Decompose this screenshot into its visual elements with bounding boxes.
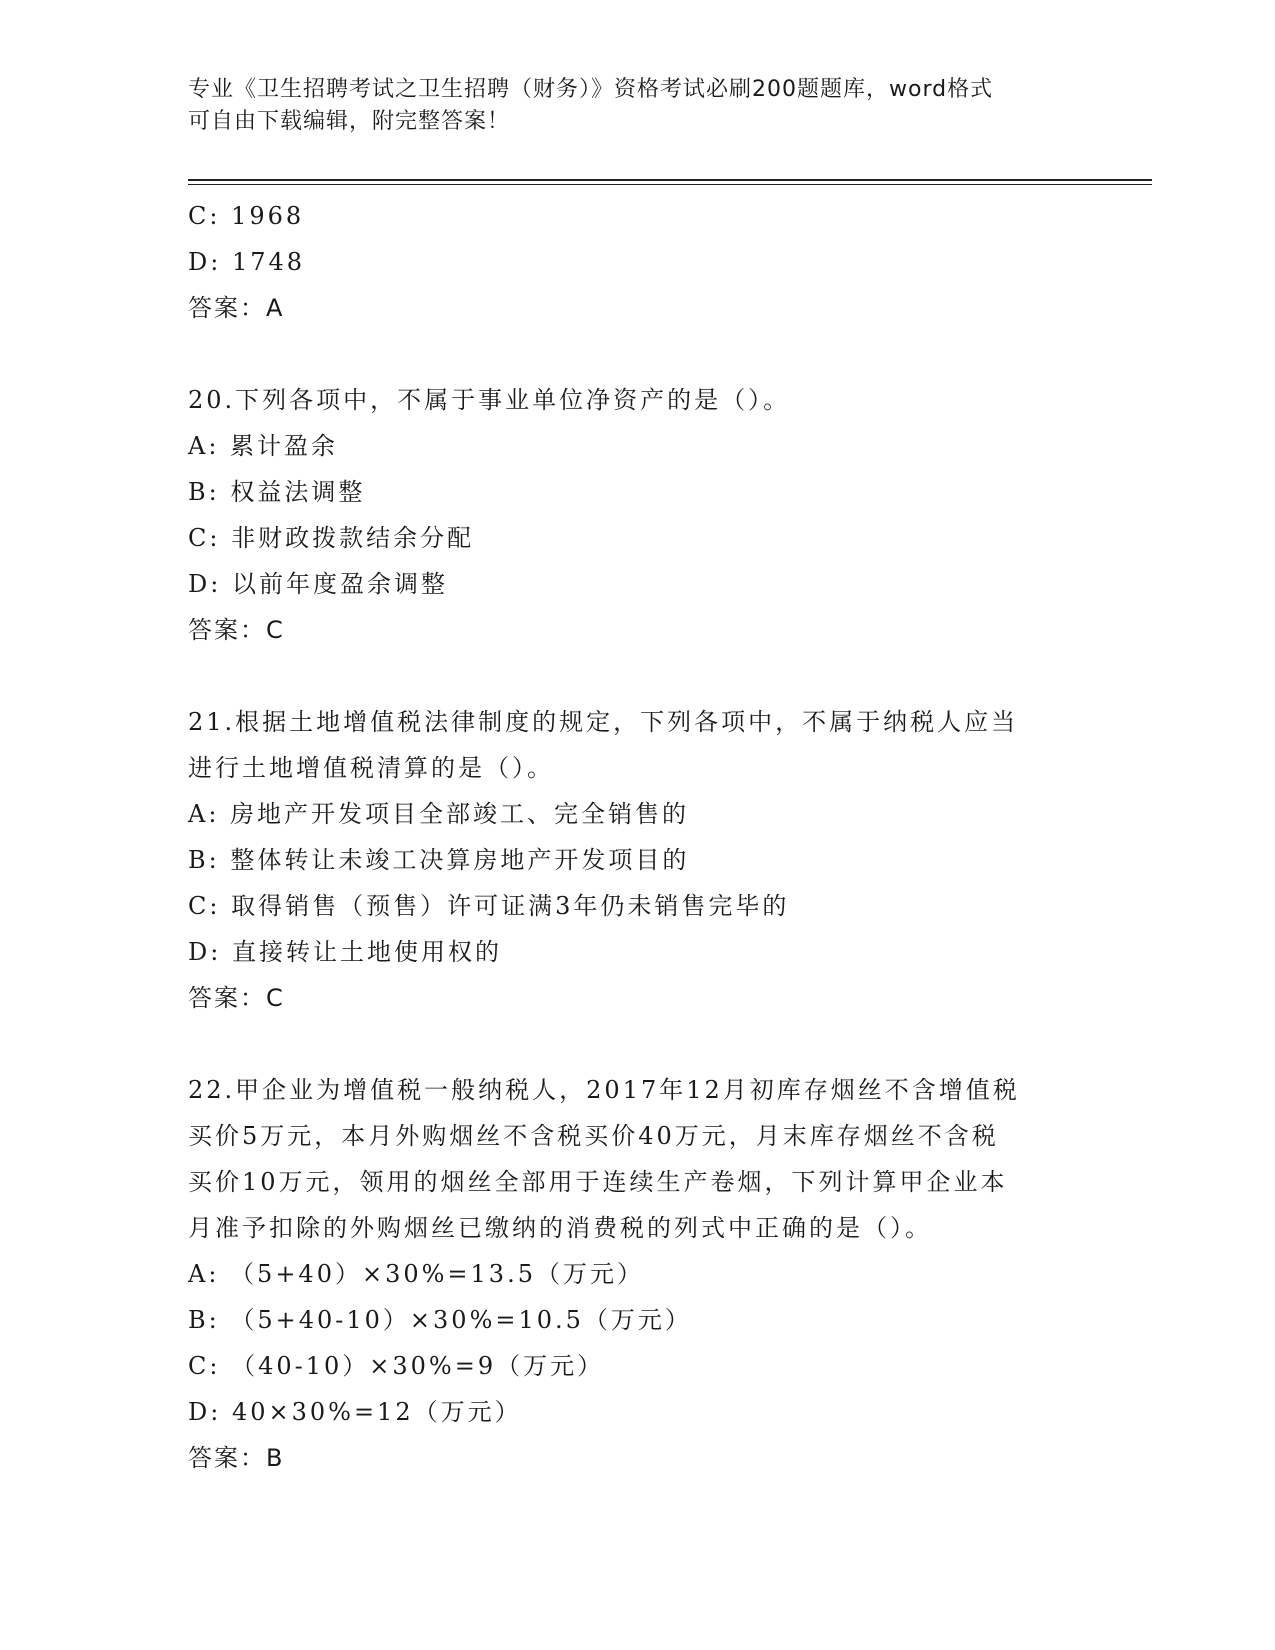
header-title-line-1: 专业《卫生招聘考试之卫生招聘（财务）》资格考试必刷200题题库，word格式 xyxy=(188,77,994,102)
question-22 xyxy=(188,1067,1088,1481)
header-title-line-2: 可自由下载编辑，附完整答案！ xyxy=(188,109,511,134)
question-stem: 进行土地增值税清算的是（）。 xyxy=(188,754,554,782)
option-d: D: 40×30%=12（万元） xyxy=(188,1398,522,1426)
question-stem: 月准予扣除的外购烟丝已缴纳的消费税的列式中正确的是（）。 xyxy=(188,1214,932,1242)
option-a: A: （5+40）×30%=13.5（万元） xyxy=(188,1260,644,1288)
answer-line: 答案：C xyxy=(188,616,285,644)
option-d: D: 以前年度盈余调整 xyxy=(188,570,448,598)
option-d: D: 直接转让土地使用权的 xyxy=(188,938,502,966)
option-b: B: 整体转让未竣工决算房地产开发项目的 xyxy=(188,846,690,874)
document-header xyxy=(188,74,1088,138)
option-b: B: 权益法调整 xyxy=(188,478,366,506)
spacer xyxy=(188,331,1088,377)
question-stem: 买价5万元，本月外购烟丝不含税买价40万元，月末库存烟丝不含税 xyxy=(188,1122,999,1150)
option-c: C: 非财政拨款结余分配 xyxy=(188,524,475,552)
option-c: C: 1968 xyxy=(188,202,305,230)
question-stem: 买价10万元，领用的烟丝全部用于连续生产卷烟，下列计算甲企业本 xyxy=(188,1168,1008,1196)
question-content xyxy=(188,193,1088,1481)
header-divider-thin xyxy=(188,184,1152,185)
option-c: C: 取得销售（预售）许可证满3年仍未销售完毕的 xyxy=(188,892,790,920)
spacer xyxy=(188,653,1088,699)
header-divider-thick xyxy=(188,179,1152,181)
question-stem: 20.下列各项中，不属于事业单位净资产的是（）。 xyxy=(188,386,791,414)
question-21 xyxy=(188,699,1088,1021)
option-a: A: 累计盈余 xyxy=(188,432,339,460)
spacer xyxy=(188,1021,1088,1067)
question-stem: 21.根据土地增值税法律制度的规定，下列各项中，不属于纳税人应当 xyxy=(188,708,1019,736)
option-c: C: （40-10）×30%=9（万元） xyxy=(188,1352,605,1380)
answer-line: 答案：A xyxy=(188,294,285,322)
question-stem: 22.甲企业为增值税一般纳税人，2017年12月初库存烟丝不含增值税 xyxy=(188,1076,1020,1104)
option-b: B: （5+40-10）×30%=10.5（万元） xyxy=(188,1306,692,1334)
question-20 xyxy=(188,377,1088,653)
answer-line: 答案：C xyxy=(188,984,285,1012)
question-19-continuation xyxy=(188,193,1088,331)
option-a: A: 房地产开发项目全部竣工、完全销售的 xyxy=(188,800,690,828)
option-d: D: 1748 xyxy=(188,248,306,276)
answer-line: 答案：B xyxy=(188,1444,285,1472)
